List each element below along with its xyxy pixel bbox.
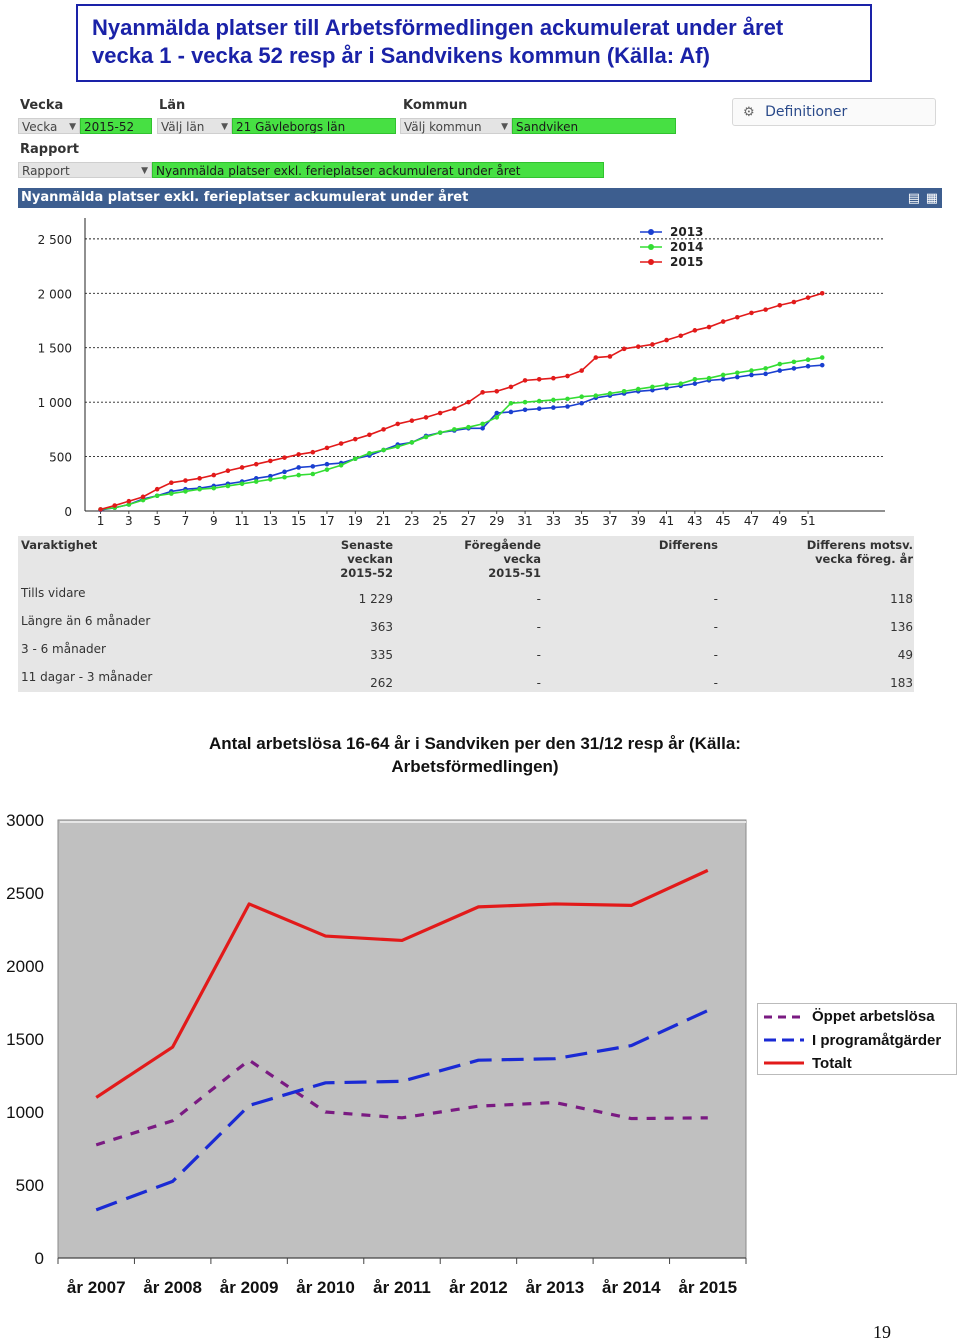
chart1-point-2013 [311, 464, 316, 469]
chart1-point-2013 [820, 363, 825, 368]
chart1-point-2014 [636, 387, 641, 392]
chart2-x-tick-label: år 2012 [449, 1278, 508, 1297]
chart1-point-2015 [693, 328, 698, 333]
chart1-legend-label: 2014 [670, 240, 704, 254]
cell-previous: - [536, 592, 541, 606]
chart1-point-2015 [707, 325, 712, 330]
chart1-point-2014 [424, 435, 429, 440]
chart1-point-2014 [664, 382, 669, 387]
chart1-point-2014 [438, 430, 443, 435]
chart1-point-2013 [806, 364, 811, 369]
table-row [18, 614, 914, 634]
col-header-latest-line2: 2015-52 [340, 566, 393, 580]
chart1-point-2014 [452, 427, 457, 432]
col-header-previous-line2: 2015-51 [488, 566, 541, 580]
chart1-point-2013 [721, 377, 726, 382]
chart1-point-2015 [452, 406, 457, 411]
cell-varaktighet: 3 - 6 månader [21, 642, 106, 656]
chart2-y-tick-label: 1000 [6, 1103, 44, 1122]
chart1-point-2014 [197, 487, 202, 492]
cell-latest: 363 [370, 620, 393, 634]
definitioner-label: Definitioner [765, 104, 848, 120]
col-header-previous [425, 538, 541, 580]
chart1-point-2015 [197, 476, 202, 481]
chart1-point-2015 [664, 338, 669, 343]
chart1-x-tick-label: 25 [432, 514, 448, 528]
chart1-x-tick-label: 49 [772, 514, 788, 528]
chart2-legend [757, 1003, 957, 1075]
chart1-point-2015 [226, 468, 231, 473]
chart1-point-2014 [523, 400, 528, 405]
report-title: Nyanmälda platser exkl. ferieplatser ackumulerat under året [21, 190, 469, 205]
col-header-latest [297, 538, 393, 580]
cell-diff-prev-year: 136 [890, 620, 913, 634]
chart1-point-2015 [650, 342, 655, 347]
vecka-label: Vecka [20, 98, 64, 113]
chart1-x-tick-label: 15 [291, 514, 307, 528]
chart1-point-2015 [480, 390, 485, 395]
chart2-x-tick-label: år 2015 [678, 1278, 738, 1297]
chart1-point-2015 [565, 374, 570, 379]
chart2-x-tick-label: år 2013 [525, 1278, 585, 1297]
chart1-point-2015 [820, 291, 825, 296]
cell-previous: - [536, 676, 541, 690]
chart1-point-2015 [339, 441, 344, 446]
cell-varaktighet: Längre än 6 månader [21, 614, 151, 628]
chart1-x-tick-label: 3 [125, 514, 133, 528]
chart1-point-2015 [353, 437, 358, 442]
chart1-point-2015 [608, 354, 613, 359]
chart1-point-2014 [608, 391, 613, 396]
print-icon[interactable]: ▤ [907, 191, 920, 206]
chart1-point-2014 [466, 425, 471, 430]
title-line-2: vecka 1 - vecka 52 resp år i Sandvikens kommun (Källa: Af) [92, 43, 710, 68]
vecka-value: 2015-52 [80, 118, 152, 134]
definitioner-button[interactable] [732, 98, 936, 126]
chart1-point-2013 [792, 366, 797, 371]
cell-diff: - [713, 620, 718, 634]
chart1-x-tick-label: 29 [489, 514, 505, 528]
chart1-point-2014 [381, 448, 386, 453]
chart1-point-2015 [155, 487, 160, 492]
chart1-point-2014 [792, 360, 797, 365]
chart1-point-2014 [226, 484, 231, 489]
chart-weekly-accumulated [0, 210, 960, 530]
chart1-point-2014 [579, 394, 584, 399]
chart1-point-2013 [509, 410, 514, 415]
chart1-point-2014 [353, 456, 358, 461]
lan-select[interactable] [157, 118, 232, 134]
table-row [18, 642, 914, 662]
chart1-series-line-2015 [101, 293, 823, 509]
lan-label: Län [159, 98, 186, 113]
chart2-y-tick-label: 2500 [6, 884, 44, 903]
chart1-point-2013 [693, 381, 698, 386]
chart1-point-2014 [395, 444, 400, 449]
chart2-y-tick-label: 0 [34, 1249, 44, 1268]
lan-select-text: Välj län [161, 120, 205, 134]
cell-diff: - [713, 592, 718, 606]
chart1-point-2014 [509, 401, 514, 406]
chart1-point-2014 [594, 393, 599, 398]
chart1-point-2015 [381, 427, 386, 432]
chart1-x-tick-label: 45 [715, 514, 731, 528]
chart1-point-2014 [169, 491, 174, 496]
chart1-point-2015 [424, 415, 429, 420]
chart1-point-2014 [721, 373, 726, 378]
chart1-point-2015 [296, 452, 301, 457]
chart1-point-2015 [551, 376, 556, 381]
chart1-x-tick-label: 37 [602, 514, 618, 528]
chart1-y-tick-label: 2 000 [37, 287, 72, 302]
chart1-point-2014 [268, 477, 273, 482]
chart1-x-tick-label: 41 [658, 514, 675, 528]
chart1-x-tick-label: 27 [460, 514, 477, 528]
legend-label-program: I programåtgärder [812, 1032, 942, 1049]
chart1-legend-marker [648, 259, 654, 265]
chart2-x-tick-label: år 2014 [602, 1278, 661, 1297]
duration-table [18, 536, 914, 692]
vecka-select-text: Vecka [22, 120, 58, 134]
chart1-point-2015 [395, 422, 400, 427]
chart1-point-2015 [141, 495, 146, 500]
chart1-point-2015 [509, 385, 514, 390]
chart1-point-2013 [565, 404, 570, 409]
chart1-point-2013 [749, 373, 754, 378]
chart1-point-2013 [523, 407, 528, 412]
chart1-point-2014 [339, 463, 344, 468]
chart1-point-2014 [693, 377, 698, 382]
chart1-point-2013 [551, 405, 556, 410]
chart1-y-tick-label: 1 000 [37, 396, 72, 411]
kommun-select-text: Välj kommun [404, 120, 482, 134]
chart1-point-2015 [735, 315, 740, 320]
kommun-value: Sandviken [512, 118, 676, 134]
chart1-point-2015 [183, 478, 188, 483]
chart1-point-2013 [579, 401, 584, 406]
chart1-point-2015 [169, 480, 174, 485]
chart1-point-2015 [792, 300, 797, 305]
chevron-down-icon: ▼ [501, 122, 508, 132]
chart2-y-tick-label: 500 [15, 1176, 44, 1195]
col-header-latest-line1: Senaste veckan [340, 538, 393, 566]
chart1-point-2015 [127, 499, 132, 504]
rapport-select-text: Rapport [22, 164, 70, 178]
page-number: 19 [873, 1322, 891, 1342]
chart1-point-2015 [112, 503, 117, 508]
table-row [18, 670, 914, 690]
export-excel-icon[interactable]: ▦ [925, 191, 938, 206]
chart2-x-tick-label: år 2011 [373, 1278, 431, 1297]
chart1-point-2015 [98, 507, 103, 512]
col-header-diff: Differens [658, 538, 718, 552]
chart1-point-2014 [183, 489, 188, 494]
chart1-point-2015 [806, 295, 811, 300]
rapport-value: Nyanmälda platser exkl. ferieplatser ackumulerat under året [152, 162, 604, 178]
cell-diff-prev-year: 118 [890, 592, 913, 606]
chevron-down-icon: ▼ [221, 122, 228, 132]
chart1-point-2014 [763, 366, 768, 371]
chart1-x-tick-label: 13 [262, 514, 279, 528]
chart1-point-2015 [282, 455, 287, 460]
col-header-varaktighet: Varaktighet [21, 538, 98, 552]
chart2-title-line1: Antal arbetslösa 16-64 år i Sandviken per den 31/12 resp år (Källa: [209, 734, 741, 753]
cell-varaktighet: Tills vidare [21, 586, 86, 600]
chart1-point-2014 [296, 473, 301, 478]
col-header-diff-prev-year-line2: vecka föreg. år [815, 552, 913, 566]
chart1-point-2014 [282, 475, 287, 480]
chart1-point-2015 [268, 459, 273, 464]
chart1-point-2015 [211, 473, 216, 478]
chart1-point-2015 [777, 303, 782, 308]
rapport-label: Rapport [20, 142, 79, 157]
vecka-select[interactable] [18, 118, 80, 134]
page-title [76, 4, 872, 82]
chart1-point-2014 [622, 389, 627, 394]
cell-previous: - [536, 648, 541, 662]
chart1-point-2014 [211, 486, 216, 491]
chart1-point-2013 [494, 411, 499, 416]
chart1-point-2014 [410, 440, 415, 445]
chart1-x-tick-label: 17 [319, 514, 335, 528]
chart1-point-2013 [282, 470, 287, 475]
title-line-1: Nyanmälda platser till Arbetsförmedlingen ackumulerat under året [92, 15, 784, 40]
chart1-point-2013 [777, 368, 782, 373]
chart1-point-2015 [636, 344, 641, 349]
chart1-point-2015 [325, 446, 330, 451]
chart1-x-tick-label: 31 [517, 514, 533, 528]
chart1-point-2015 [594, 355, 599, 360]
chart1-y-tick-label: 500 [49, 450, 72, 465]
chevron-down-icon: ▼ [141, 166, 148, 176]
chart2-y-tick-label: 2000 [6, 957, 44, 976]
chart1-point-2014 [735, 370, 740, 375]
chart1-point-2014 [806, 357, 811, 362]
chart1-legend-label: 2015 [670, 255, 704, 269]
chart1-point-2014 [749, 368, 754, 373]
cell-diff-prev-year: 49 [897, 648, 913, 662]
kommun-label: Kommun [403, 98, 468, 113]
chart1-point-2014 [240, 481, 245, 486]
cell-latest: 1 229 [358, 592, 393, 606]
legend-label-oppet: Öppet arbetslösa [812, 1008, 935, 1025]
chart1-point-2013 [296, 465, 301, 470]
chart1-point-2013 [480, 426, 485, 431]
chart1-x-tick-label: 7 [181, 514, 190, 528]
chart1-y-tick-label: 2 500 [37, 232, 72, 247]
chart1-point-2014 [777, 362, 782, 367]
chart1-point-2014 [650, 385, 655, 390]
chart1-point-2015 [622, 347, 627, 352]
chart2-title [150, 732, 800, 778]
chart1-point-2015 [466, 400, 471, 405]
chart1-point-2014 [254, 479, 259, 484]
cell-diff-prev-year: 183 [890, 676, 913, 690]
chart1-x-tick-label: 5 [153, 514, 161, 528]
chart1-point-2014 [311, 472, 316, 477]
chevron-down-icon: ▼ [69, 122, 76, 132]
chart1-x-tick-label: 21 [375, 514, 392, 528]
kommun-select[interactable] [400, 118, 512, 134]
report-title-bar [18, 188, 942, 208]
settings-icon: ⚙ [743, 105, 755, 120]
col-header-diff-prev-year-line1: Differens motsv. [806, 538, 913, 552]
chart2-y-tick-label: 1500 [6, 1030, 44, 1049]
chart1-y-tick-label: 1 500 [37, 341, 72, 356]
chart1-point-2015 [438, 411, 443, 416]
chart1-x-tick-label: 51 [800, 514, 816, 528]
chart1-point-2015 [763, 307, 768, 312]
chart1-point-2013 [325, 462, 330, 467]
chart1-point-2014 [325, 467, 330, 472]
col-header-diff-prev-year [788, 538, 913, 566]
chart1-point-2015 [311, 450, 316, 455]
chart1-legend-label: 2013 [670, 225, 704, 239]
chart1-x-tick-label: 23 [404, 514, 420, 528]
chart2-x-tick-label: år 2009 [219, 1278, 279, 1297]
chart1-point-2015 [721, 319, 726, 324]
chart1-point-2014 [551, 398, 556, 403]
chart1-point-2015 [523, 378, 528, 383]
chart1-point-2014 [707, 376, 712, 381]
chart1-point-2014 [565, 397, 570, 402]
cell-varaktighet: 11 dagar - 3 månader [21, 670, 153, 684]
legend-label-totalt: Totalt [812, 1055, 852, 1072]
chart1-point-2015 [579, 368, 584, 373]
chart1-point-2014 [480, 422, 485, 427]
chart1-point-2015 [367, 433, 372, 438]
chart1-point-2014 [820, 355, 825, 360]
rapport-select[interactable] [18, 162, 152, 178]
cell-diff: - [713, 648, 718, 662]
chart1-x-tick-label: 19 [347, 514, 363, 528]
chart1-x-tick-label: 33 [545, 514, 562, 528]
chart1-y-tick-label: 0 [64, 505, 72, 519]
chart1-point-2015 [410, 418, 415, 423]
cell-diff: - [713, 676, 718, 690]
chart1-point-2015 [749, 311, 754, 316]
chart1-point-2014 [537, 399, 542, 404]
cell-previous: - [536, 620, 541, 634]
chart1-point-2015 [678, 333, 683, 338]
cell-latest: 335 [370, 648, 393, 662]
table-row [18, 586, 914, 606]
chart2-y-tick-label: 3000 [6, 811, 44, 830]
chart1-x-tick-label: 11 [234, 514, 250, 528]
chart2-legend-swatches [758, 1004, 818, 1076]
chart2-x-tick-label: år 2010 [296, 1278, 355, 1297]
chart1-point-2015 [494, 389, 499, 394]
chart1-point-2014 [494, 415, 499, 420]
chart1-x-tick-label: 47 [743, 514, 760, 528]
chart1-x-tick-label: 39 [630, 514, 646, 528]
chart1-point-2014 [155, 493, 160, 498]
lan-value: 21 Gävleborgs län [232, 118, 396, 134]
chart1-x-tick-label: 43 [687, 514, 703, 528]
chart1-point-2014 [678, 381, 683, 386]
chart1-x-tick-label: 1 [96, 514, 105, 528]
cell-latest: 262 [370, 676, 393, 690]
chart1-point-2013 [735, 375, 740, 380]
chart1-x-tick-label: 35 [574, 514, 590, 528]
chart1-point-2013 [537, 406, 542, 411]
chart1-point-2015 [254, 462, 259, 467]
chart1-legend-marker [648, 229, 654, 235]
chart2-x-tick-label: år 2007 [66, 1278, 126, 1297]
chart1-point-2015 [240, 465, 245, 470]
chart2-title-line2: Arbetsförmedlingen) [391, 757, 559, 776]
chart1-x-tick-label: 9 [209, 514, 218, 528]
chart1-point-2015 [537, 377, 542, 382]
chart1-point-2013 [763, 372, 768, 377]
chart1-legend-marker [648, 244, 654, 250]
col-header-previous-line1: Föregående vecka [464, 538, 541, 566]
chart2-x-tick-label: år 2008 [143, 1278, 202, 1297]
chart1-point-2014 [367, 451, 372, 456]
